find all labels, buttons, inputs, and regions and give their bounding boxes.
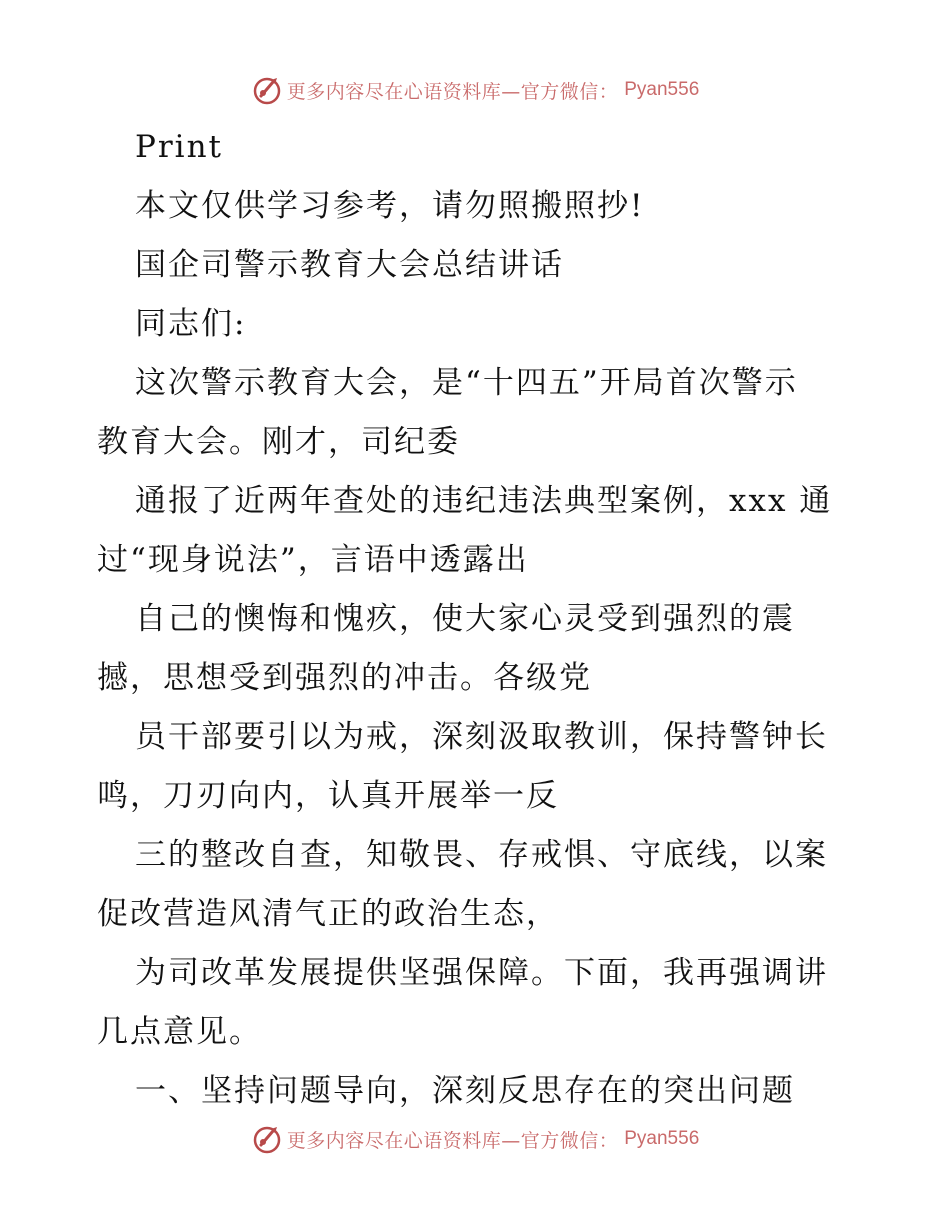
watermark-wechat-id: Pyan556 [624, 79, 700, 100]
watermark-wechat-id: Pyan556 [624, 1128, 700, 1149]
print-label: Print [135, 129, 224, 165]
document-title: 国企司警示教育大会总结讲话 [135, 247, 564, 283]
paragraph-line: 员干部要引以为戒，深刻汲取教训，保持警钟长 [135, 719, 828, 755]
paragraph-line: 鸣，刀刃向内，认真开展举一反 [97, 778, 559, 814]
paragraph [97, 590, 857, 708]
header-watermark [0, 70, 950, 110]
paragraph [97, 472, 857, 590]
document-body [97, 118, 857, 1121]
greeting: 同志们: [135, 306, 247, 342]
footer-watermark [0, 1119, 950, 1159]
paragraph [97, 944, 857, 1062]
paragraph-line: 撼，思想受到强烈的冲击。各级党 [97, 660, 592, 696]
notice-text: 本文仅供学习参考，请勿照搬照抄! [135, 188, 645, 224]
watermark-logo-icon [251, 1123, 283, 1155]
paragraph [97, 826, 857, 944]
paragraph-line: 自己的懊悔和愧疚，使大家心灵受到强烈的震 [135, 601, 795, 637]
section-heading: 一、坚持问题导向，深刻反思存在的突出问题 [135, 1073, 795, 1109]
paragraph-line: 几点意见。 [97, 1014, 262, 1050]
paragraph-line: 为司改革发展提供坚强保障。下面，我再强调讲 [135, 955, 828, 991]
paragraph-line: 教育大会。刚才，司纪委 [97, 424, 460, 460]
paragraph-line: 三的整改自查，知敬畏、存戒惧、守底线，以案 [135, 837, 828, 873]
paragraph-line: 这次警示教育大会，是“十四五”开局首次警示 [135, 365, 798, 401]
watermark-text: 更多内容尽在心语资料库—官方微信： [286, 1129, 619, 1152]
paragraph-line: 促改营造风清气正的政治生态， [97, 896, 559, 932]
paragraph [97, 354, 857, 472]
paragraph-line: 通报了近两年查处的违纪违法典型案例，xxx 通 [135, 483, 833, 519]
watermark-text: 更多内容尽在心语资料库—官方微信： [286, 80, 619, 103]
watermark-logo-icon [251, 74, 283, 106]
paragraph [97, 708, 857, 826]
paragraph-line: 过“现身说法”，言语中透露出 [97, 542, 529, 578]
